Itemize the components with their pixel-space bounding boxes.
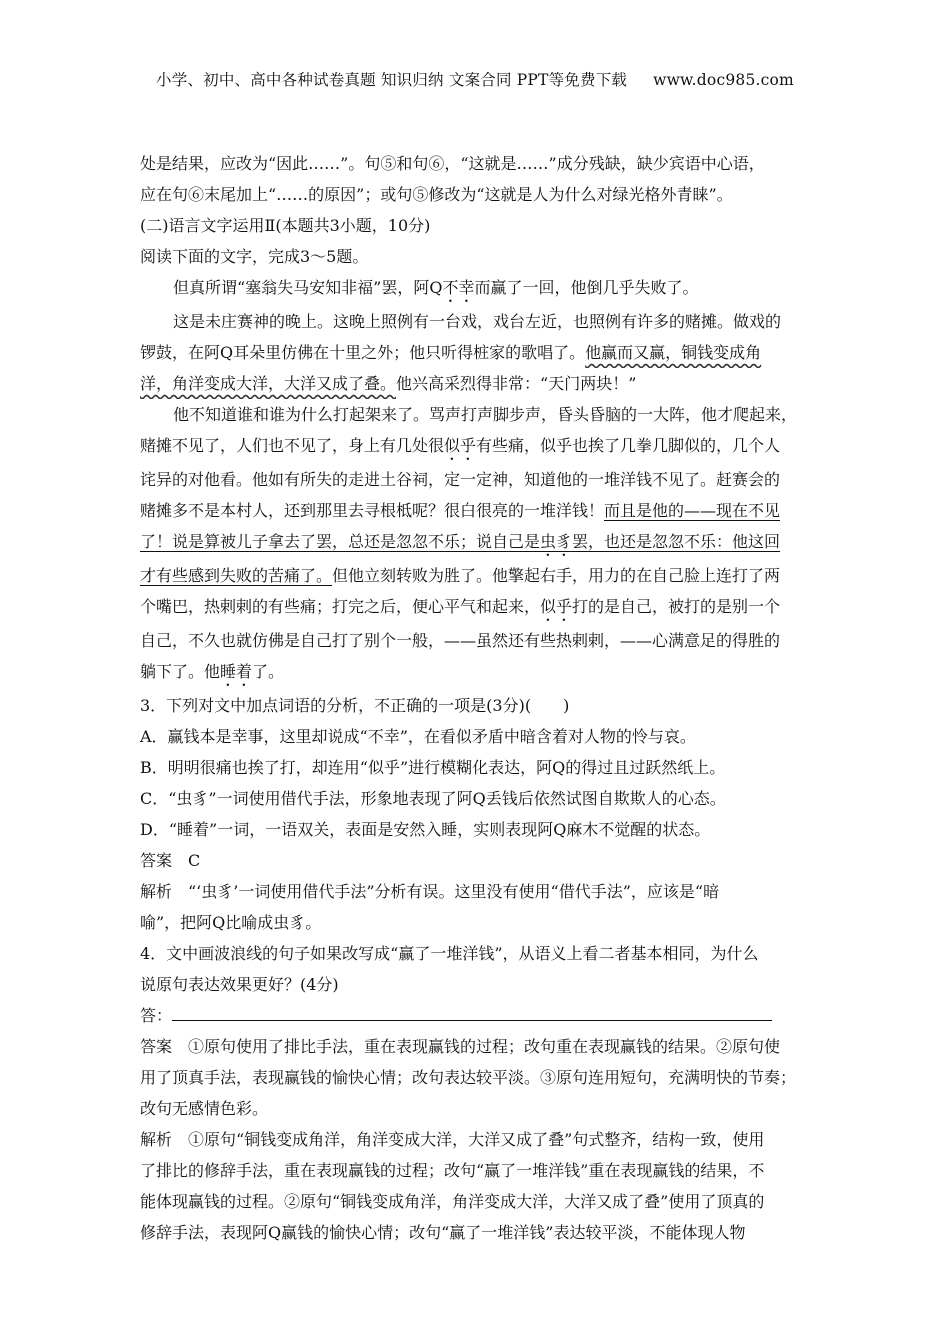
underlined-text: 才有些感到失败的苦痛了。 <box>140 566 333 585</box>
document-body <box>140 148 812 1248</box>
dotted-word: 不幸 <box>442 278 475 297</box>
dotted-word: 睡着 <box>220 662 253 681</box>
answer-3: 答案 C <box>140 851 201 870</box>
option-b: B．明明很痛也挨了打，却连用“似乎”进行模糊化表达，阿Q的得过且过跃然纸上。 <box>140 758 726 777</box>
question-4: 4．文中画波浪线的句子如果改写成“赢了一堆洋钱”，从语义上看二者基本相同，为什么 <box>140 944 759 963</box>
passage-line: 才有些感到失败的苦痛了。但他立刻转败为胜了。他擎起右手，用力的在自己脸上连打了两 <box>140 566 781 585</box>
header-text: 小学、初中、高中各种试卷真题 知识归纳 文案合同 PPT等免费下载 <box>156 71 628 89</box>
dotted-word: 虫豸 <box>540 532 573 551</box>
analysis-4-cont: 能体现赢钱的过程。②原句“铜钱变成角洋，角洋变成大洋，大洋又成了叠”使用了顶真的 <box>140 1192 765 1211</box>
section-heading: (二)语言文字运用Ⅱ(本题共3小题，10分) <box>140 216 431 235</box>
passage-line: 了！说是算被儿子拿去了罢，总还是忽忽不乐；说自己是虫豸罢，也还是忽忽不乐：他这回 <box>140 532 781 551</box>
option-a: A．赢钱本是幸事，这里却说成“不幸”，在看似矛盾中暗含着对人物的怜与哀。 <box>140 727 696 746</box>
question-4-cont: 说原句表达效果更好？(4分) <box>140 975 339 994</box>
passage-line: 诧异的对他看。他如有所失的走进土谷祠，定一定神，知道他的一堆洋钱不见了。赶赛会的 <box>140 470 781 489</box>
dotted-word: 似乎 <box>540 597 573 616</box>
analysis-3-cont: 喻”，把阿Q比喻成虫豸。 <box>140 913 322 932</box>
wavy-underline-text: 洋，角洋变成大洋，大洋又成了叠。 <box>140 374 397 393</box>
passage-line: 他不知道谁和谁为什么打起架来了。骂声打声脚步声，昏头昏脑的一大阵，他才爬起来， <box>173 405 798 424</box>
passage-line: 洋，角洋变成大洋，大洋又成了叠。他兴高采烈得非常：“天门两块！” <box>140 374 637 393</box>
question-3: 3．下列对文中加点词语的分析，不正确的一项是(3分)( ) <box>140 696 570 715</box>
header-url[interactable]: www.doc985.com <box>653 71 794 89</box>
page-header <box>0 68 950 90</box>
analysis-3: 解析 “‘虫豸’一词使用借代手法”分析有误。这里没有使用“借代手法”，应该是“暗 <box>140 882 720 901</box>
passage-line: 但真所谓“塞翁失马安知非福”罢，阿Q不幸而赢了一回，他倒几乎失败了。 <box>173 278 699 297</box>
option-d: D．“睡着”一词，一语双关，表面是安然入睡，实则表现阿Q麻木不觉醒的状态。 <box>140 820 711 839</box>
analysis-4: 解析 ①原句“铜钱变成角洋，角洋变成大洋，大洋又成了叠”句式整齐，结构一致，使用 <box>140 1130 765 1149</box>
answer-4-cont: 改句无感情色彩。 <box>140 1099 269 1118</box>
answer-4-cont: 用了顶真手法，表现赢钱的愉快心情；改句表达较平淡。③原句连用短句，充满明快的节奏； <box>140 1068 797 1087</box>
answer-4: 答案 ①原句使用了排比手法，重在表现赢钱的过程；改句重在表现赢钱的结果。②原句使 <box>140 1037 781 1056</box>
option-c: C．“虫豸”一词使用借代手法，形象地表现了阿Q丢钱后依然试图自欺欺人的心态。 <box>140 789 726 808</box>
passage-line: 赌摊不见了，人们也不见了，身上有几处很似乎有些痛，似乎也挨了几拳几脚似的，几个人 <box>140 436 781 455</box>
answer-prompt: 答： <box>140 1000 812 1031</box>
passage-line: 个嘴巴，热剌剌的有些痛；打完之后，便心平气和起来，似乎打的是自己，被打的是别一个 <box>140 597 781 616</box>
analysis-4-cont: 修辞手法，表现阿Q赢钱的愉快心情；改句“赢了一堆洋钱”表达较平淡，不能体现人物 <box>140 1223 746 1242</box>
passage-line: 赌摊多不是本村人，还到那里去寻根柢呢？很白很亮的一堆洋钱！而且是他的——现在不见 <box>140 501 781 520</box>
text-line: 处是结果，应改为“因此……”。句⑤和句⑥，“这就是……”成分残缺，缺少宾语中心语， <box>140 154 765 173</box>
analysis-4-cont: 了排比的修辞手法，重在表现赢钱的过程；改句“赢了一堆洋钱”重在表现赢钱的结果，不 <box>140 1161 765 1180</box>
underlined-text: 而且是他的——现在不见 <box>604 501 781 520</box>
passage-line: 自己，不久也就仿佛是自己打了别个一般，——虽然还有些热剌剌，——心满意足的得胜的 <box>140 631 781 650</box>
wavy-underline-text: 他赢而又赢，铜钱变成角 <box>585 343 762 362</box>
passage-line: 这是未庄赛神的晚上。这晚上照例有一台戏，戏台左近，也照例有许多的赌摊。做戏的 <box>173 312 782 331</box>
passage-line: 锣鼓，在阿Q耳朵里仿佛在十里之外；他只听得桩家的歌唱了。他赢而又赢，铜钱变成角 <box>140 343 762 362</box>
passage-line: 躺下了。他睡着了。 <box>140 662 285 681</box>
reading-instruction: 阅读下面的文字，完成3～5题。 <box>140 247 369 266</box>
text-line: 应在句⑥末尾加上“……的原因”；或句⑤修改为“这就是人为什么对绿光格外青睐”。 <box>140 185 733 204</box>
dotted-word: 似乎 <box>444 436 477 455</box>
answer-blank-line[interactable] <box>172 1006 772 1021</box>
